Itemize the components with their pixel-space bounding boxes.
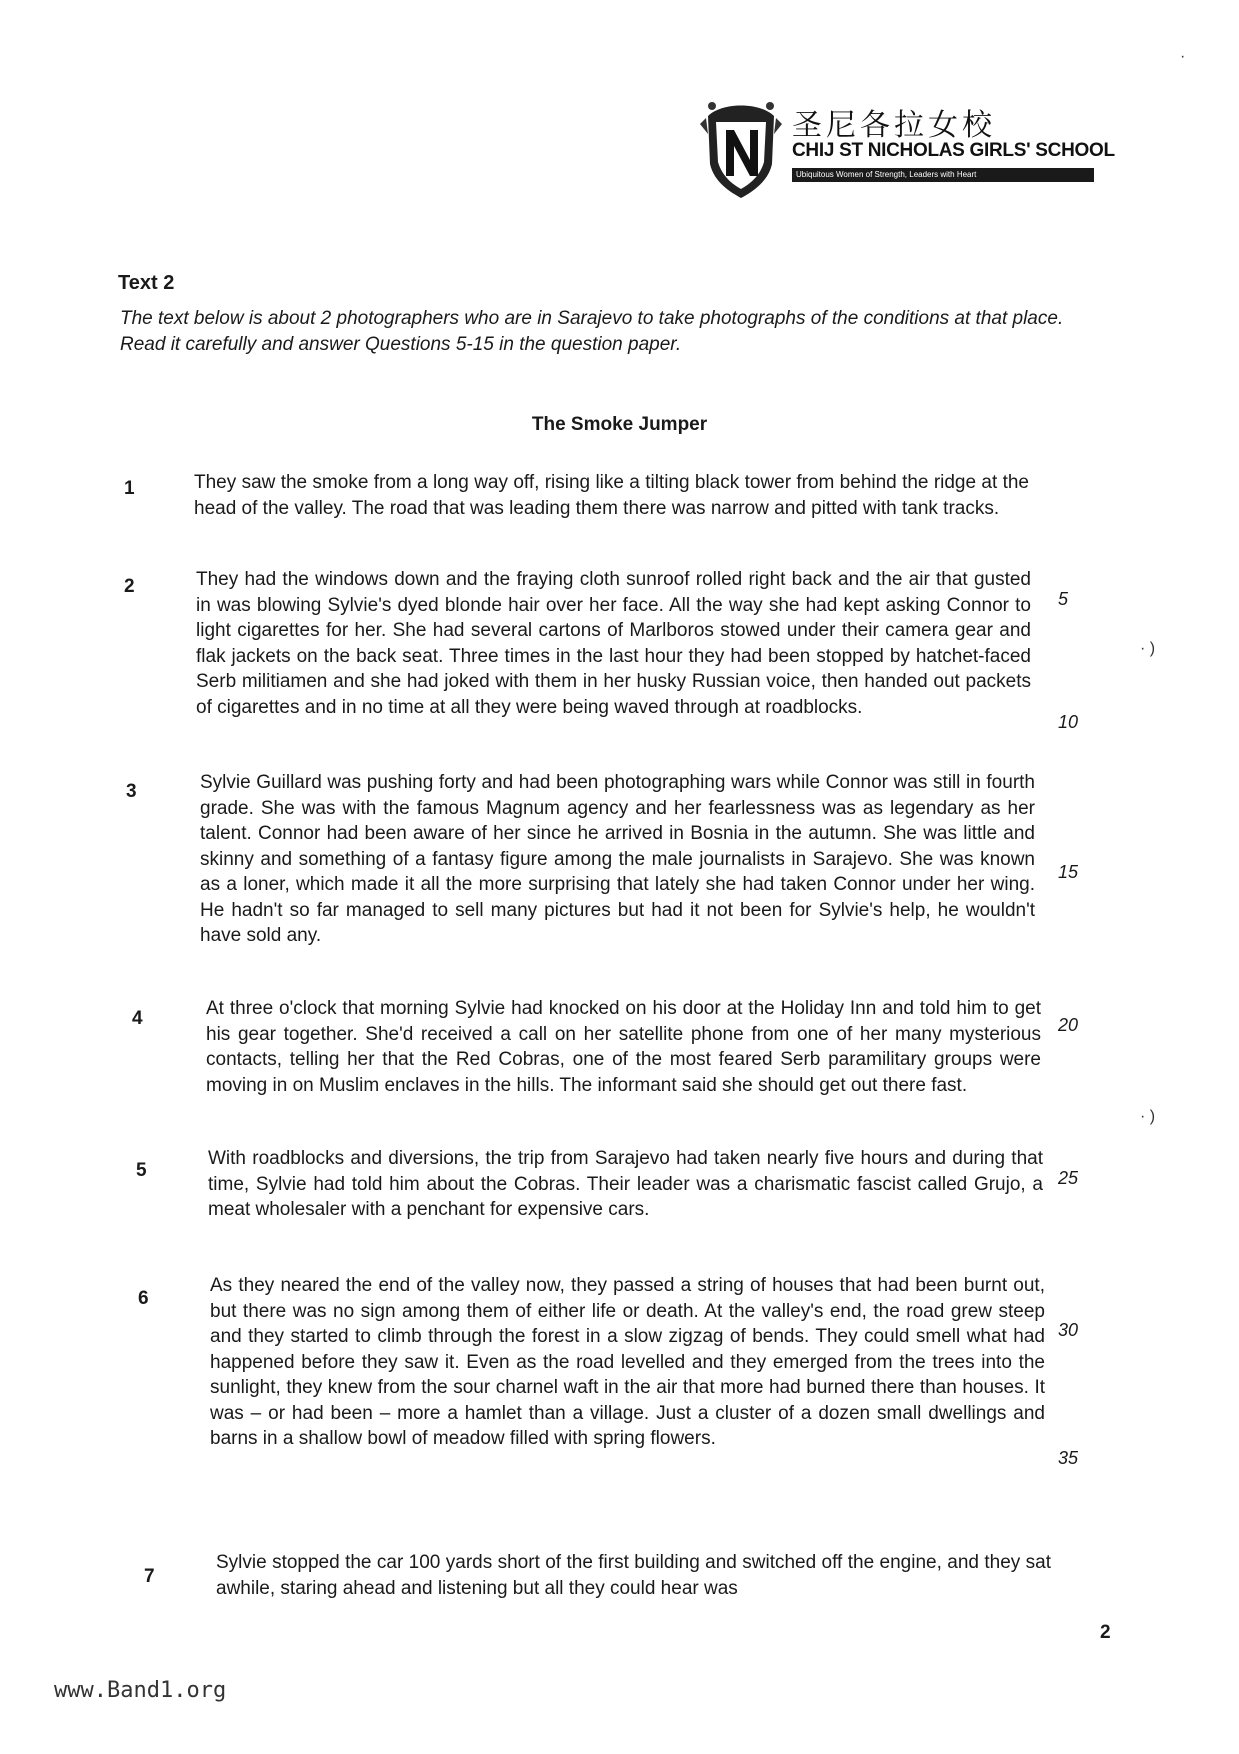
- line-number: 20: [1058, 1015, 1079, 1035]
- intro-instructions: The text below is about 2 photographers who are in Sarajevo to take photographs of the conditions at that place. Read it carefully and answer Questions 5-15 in the question paper.: [120, 308, 1064, 355]
- footer-watermark: www.Band1.org: [54, 1678, 227, 1703]
- school-crest-icon: [692, 94, 790, 202]
- paragraph-number: 2: [124, 576, 135, 597]
- scan-mark: · ): [1140, 1108, 1156, 1125]
- line-number: 30: [1058, 1320, 1079, 1340]
- line-number: 15: [1058, 862, 1079, 882]
- line-number: 10: [1058, 712, 1079, 732]
- school-name-english: CHIJ ST NICHOLAS GIRLS' SCHOOL: [792, 140, 1115, 161]
- school-logo: [692, 94, 1115, 204]
- paragraph-number: 4: [132, 1008, 143, 1029]
- paragraph-text: They had the windows down and the fraying cloth sunroof rolled right back and the air that gusted in was blowing Sylvie's dyed blonde hair over her face. All the way she had kept asking Connor to light cigarettes for her. She had several cartons of Marlboros stowed under their camera gear and flak jackets on the back seat. Three times in the last hour they had been stopped by hatchet-faced Serb militiamen and she had joked with them in her husky Russian voice, then handed out packets of cigarettes and in no time at all they were being waved through at roadblocks.: [196, 569, 1031, 718]
- paragraph-number: 5: [136, 1160, 147, 1181]
- paragraph-number: 3: [126, 781, 137, 802]
- page-number: 2: [1100, 1622, 1111, 1643]
- school-name-chinese: 圣尼各拉女校: [792, 108, 996, 143]
- scan-mark: · ): [1140, 640, 1156, 657]
- paragraph-number: 1: [124, 478, 135, 499]
- paragraph-text: They saw the smoke from a long way off, rising like a tilting black tower from behind the ridge at the head of the valley. The road that was leading them there was narrow and pitted with tank tracks.: [194, 472, 1029, 519]
- line-number: 5: [1058, 589, 1069, 609]
- paragraph-text: Sylvie Guillard was pushing forty and had been photographing wars while Connor was still in fourth grade. She was with the famous Magnum agency and her fearlessness was as legendary as her talent. Connor had been aware of her since he arrived in Bosnia in the autumn. She was little and skinny and something of a fantasy figure among the male journalists in Sarajevo. She was known as a loner, which made it all the more surprising that lately she had taken Connor under her wing. He hadn't so far managed to sell many pictures but had it not been for Sylvie's help, he wouldn't have sold any.: [200, 772, 1035, 946]
- paragraph-text: Sylvie stopped the car 100 yards short of the first building and switched off the engine, and they sat awhile, staring ahead and listening but all they could hear was: [216, 1552, 1051, 1599]
- paragraph-text: At three o'clock that morning Sylvie had knocked on his door at the Holiday Inn and told him to get his gear together. She'd received a call on her satellite phone from one of her many mysterious contacts, telling her that the Red Cobras, one of the most feared Serb paramilitary groups were moving in on Muslim enclaves in the hills. The informant said she should get out there fast.: [206, 998, 1041, 1096]
- paragraph-text: With roadblocks and diversions, the trip from Sarajevo had taken nearly five hours and during that time, Sylvie had told him about the Cobras. Their leader was a charismatic fascist called Grujo, a meat wholesaler with a penchant for expensive cars.: [208, 1148, 1043, 1220]
- line-number: 35: [1058, 1448, 1079, 1468]
- paragraph-number: 6: [138, 1288, 149, 1309]
- section-heading: Text 2: [118, 272, 175, 294]
- paragraph-number: 7: [144, 1566, 155, 1587]
- line-number: 25: [1058, 1168, 1079, 1188]
- paragraph-text: As they neared the end of the valley now, they passed a string of houses that had been burnt out, but there was no sign among them of either life or death. At the valley's end, the road grew steep and they started to climb through the forest in a slow zigzag of bends. They could smell what had happened before they saw it. Even as the road levelled and they emerged from the trees into the sunlight, they knew from the sour charnel waft in the air that more had burned there than houses. It was – or had been – more a hamlet than a village. Just a cluster of a dozen small dwellings and barns in a shallow bowl of meadow filled with spring flowers.: [210, 1275, 1045, 1449]
- school-motto: Ubiquitous Women of Strength, Leaders with Heart: [792, 168, 1094, 182]
- scan-mark: ·: [1180, 48, 1186, 65]
- passage-title: The Smoke Jumper: [531, 414, 708, 435]
